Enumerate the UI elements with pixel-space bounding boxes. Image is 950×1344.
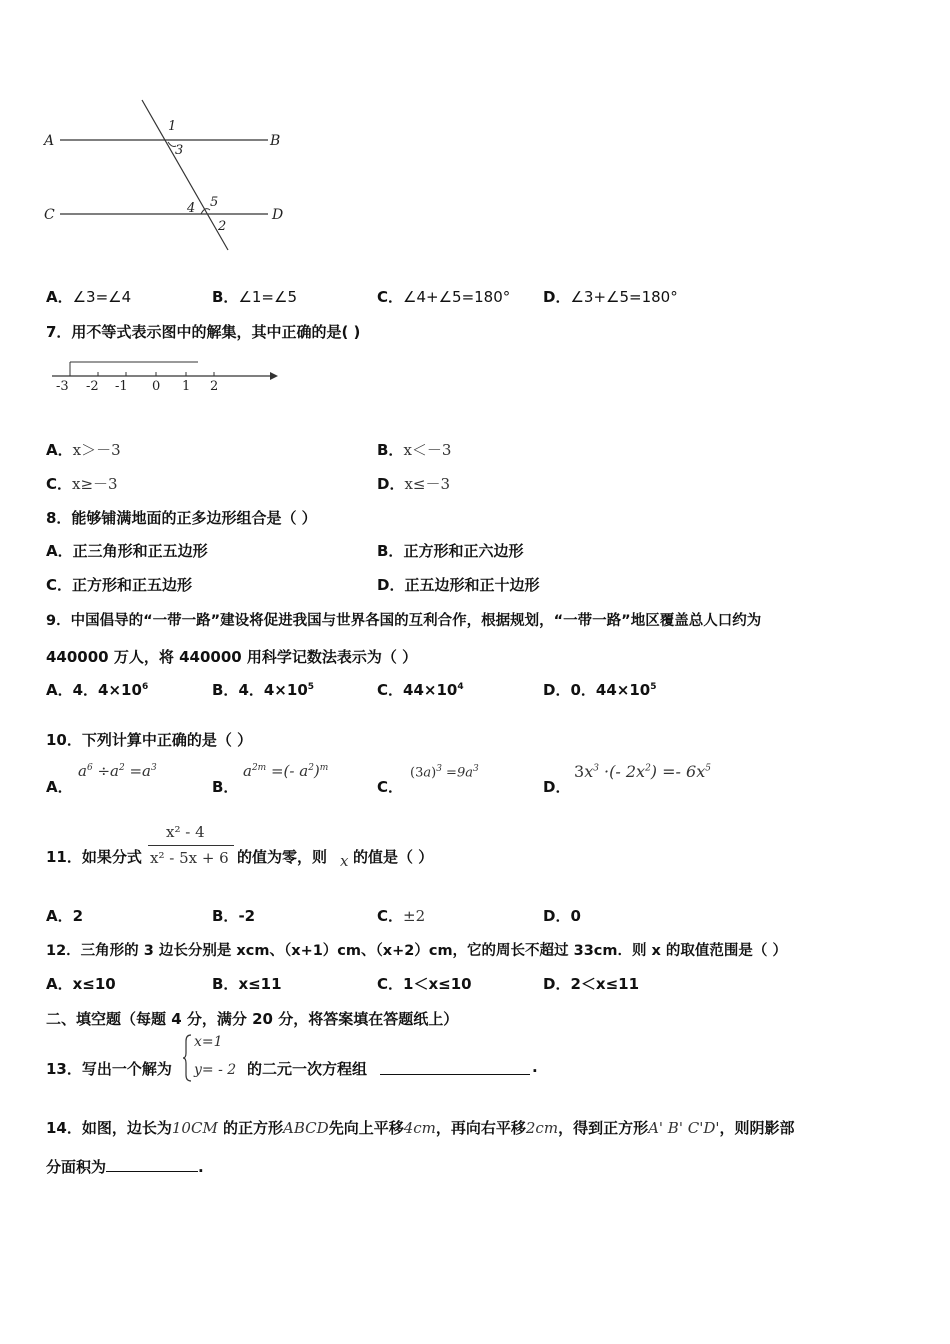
- q6-option-b[interactable]: B．∠1=∠5: [212, 288, 297, 306]
- angle-5: 5: [210, 195, 219, 210]
- q6-option-d[interactable]: D．∠3+∠5=180°: [543, 288, 678, 306]
- q8-stem: 8．能够铺满地面的正多边形组合是（ ）: [46, 509, 317, 527]
- brace-icon: [183, 1033, 193, 1083]
- q7-option-c[interactable]: C．x≥－3: [46, 475, 118, 493]
- q9-stem-line1: 9．中国倡导的“一带一路”建设将促进我国与世界各国的互利合作，根据规划，“一带一路”地区覆盖总人口约为: [46, 613, 762, 629]
- label-D: D: [272, 207, 284, 223]
- q7-option-a[interactable]: A．x＞－3: [46, 441, 121, 459]
- q11-option-a[interactable]: A．2: [46, 907, 84, 925]
- tick-label: -2: [86, 379, 99, 394]
- q13-suffix: 的二元一次方程组: [247, 1060, 368, 1078]
- tick-label: -1: [115, 379, 128, 394]
- q12-option-d[interactable]: D．2＜x≤11: [543, 975, 640, 993]
- q6-option-c[interactable]: C．∠4+∠5=180°: [377, 288, 511, 306]
- parallel-lines-figure: [40, 92, 300, 262]
- q9-option-c[interactable]: C．$44\times 10^4$: [377, 681, 464, 699]
- q11-var: x: [340, 852, 349, 870]
- section-heading: 二、填空题（每题 4 分，满分 20 分，将答案填在答题纸上）: [46, 1010, 459, 1028]
- tick-label: 0: [152, 379, 161, 394]
- q7-stem: 7．用不等式表示图中的解集，其中正确的是( ): [46, 323, 361, 341]
- q11-suffix: 的值是（ ）: [353, 848, 434, 866]
- q9-option-a[interactable]: A．4．$4\times 10^6$: [46, 681, 149, 699]
- q12-option-a[interactable]: A．x≤10: [46, 975, 116, 993]
- transversal: [142, 100, 228, 250]
- q10-option-d[interactable]: D．: [543, 778, 571, 796]
- q8-option-a[interactable]: A．正三角形和正五边形: [46, 542, 208, 560]
- q10-option-b[interactable]: B．: [212, 778, 239, 796]
- q8-option-d[interactable]: D．正五边形和正十边形: [377, 576, 540, 594]
- tick-label: 1: [182, 379, 191, 394]
- q13-eq2: y= - 2: [194, 1062, 237, 1078]
- q10-formula-a: $a^6 \div a^2 =a^3$: [78, 762, 157, 780]
- tick-label: -3: [56, 379, 69, 394]
- label-A: A: [44, 133, 55, 149]
- label-C: C: [44, 207, 55, 223]
- q10-formula-c: $(3a)^3 =9a^3$: [410, 764, 479, 781]
- q7-option-b[interactable]: B．x＜－3: [377, 441, 452, 459]
- q11-denominator: x² - 5x + 6: [150, 849, 229, 867]
- q10-stem: 10．下列计算中正确的是（ ）: [46, 731, 253, 749]
- q14-line2: 分面积为 .: [46, 1158, 204, 1176]
- q11-option-b[interactable]: B．-2: [212, 907, 256, 925]
- q9-option-d[interactable]: D．0．$44\times 10^5$: [543, 681, 657, 699]
- q10-formula-d: $3x^3$ ·(- $2x^2) =- 6x^5$: [574, 762, 711, 781]
- q9-stem-line2: 440000 万人，将 440000 用科学记数法表示为（ ）: [46, 648, 418, 666]
- answer-blank[interactable]: [106, 1157, 198, 1172]
- q12-stem: 12．三角形的 3 边长分别是 xcm、（x+1）cm、（x+2）cm，它的周长不超过 33cm．则 x 的取值范围是（ ）: [46, 943, 787, 959]
- q11-numerator: x² - 4: [166, 823, 205, 841]
- label-B: B: [270, 133, 281, 149]
- angle-2: 2: [218, 219, 227, 234]
- q7-option-d[interactable]: D．x≤－3: [377, 475, 451, 493]
- q11-option-d[interactable]: D．0: [543, 907, 581, 925]
- q8-option-c[interactable]: C．正方形和正五边形: [46, 576, 193, 594]
- angle-4: 4: [187, 201, 196, 216]
- q12-option-b[interactable]: B．x≤11: [212, 975, 282, 993]
- fraction-bar: [148, 845, 234, 846]
- answer-blank[interactable]: [380, 1060, 530, 1075]
- angle-1: 1: [168, 119, 177, 134]
- q14-line1: 14．如图，边长为10CM 的正方形ABCD先向上平移4cm，再向右平移2cm，得到正方形A' B' C'D'，则阴影部: [46, 1119, 795, 1137]
- q10-option-c[interactable]: C．: [377, 778, 404, 796]
- tick-label: 2: [210, 379, 219, 394]
- q8-option-b[interactable]: B．正方形和正六边形: [377, 542, 524, 560]
- q9-option-b[interactable]: B．4．$4\times 10^5$: [212, 681, 315, 699]
- q12-option-c[interactable]: C．1＜x≤10: [377, 975, 472, 993]
- q10-option-a[interactable]: A．: [46, 778, 73, 796]
- q11-option-c[interactable]: C．±2: [377, 907, 426, 925]
- q13-prefix: 13．写出一个解为: [46, 1060, 172, 1078]
- q10-formula-b: $a^{2m}$ =(- $a^2)^m$: [243, 762, 329, 780]
- angle-3: 3: [175, 143, 184, 158]
- q11-prefix: 11．如果分式: [46, 848, 142, 866]
- q11-mid: 的值为零，则: [237, 848, 328, 866]
- q6-option-a[interactable]: A．∠3=∠4: [46, 288, 132, 306]
- q13-end: .: [532, 1058, 538, 1076]
- number-line: [48, 356, 288, 396]
- q13-eq1: x=1: [194, 1034, 223, 1050]
